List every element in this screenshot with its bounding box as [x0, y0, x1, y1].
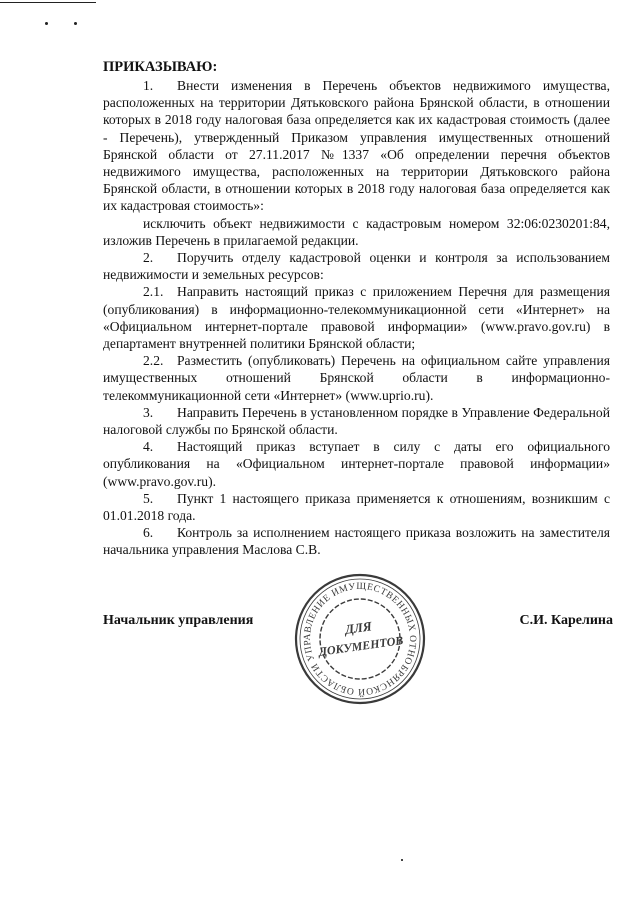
item-text: Пункт 1 настоящего приказа применяется к отношениям, возникшим с 01.01.2018 года.	[103, 490, 610, 524]
order-item-1	[103, 77, 610, 215]
order-item-5	[103, 490, 610, 524]
item-number: 6.	[143, 525, 154, 541]
item-number: 2.1.	[143, 284, 164, 300]
item-number: 5.	[143, 490, 154, 506]
seal-center-line1: ДЛЯ	[344, 618, 373, 637]
order-item-1-exclusion	[103, 215, 610, 249]
item-number: 4.	[143, 439, 154, 455]
item-text: Настоящий приказ вступает в силу с даты его официального опубликования на «Официальном интернет-портале правовой информации» (www.pravo.gov.ru).	[103, 439, 610, 489]
item-text: исключить объект недвижимости с кадастровым номером 32:06:0230201:84, изложив Перечень в прилагаемой редакции.	[103, 215, 610, 248]
item-text: Внести изменения в Перечень объектов недвижимого имущества, расположенных на территории Дятьковского района Брянской области, в отношении которых в 2018 году налоговая база определяется как их кадастровая стоимость (далее - Перечень), утвержденный Приказом управления имущественных отношений Брянской области от 27.11.2017 №1337 «Об определении перечня объектов недвижимого имущества, расположенных на территории Дятьковского района Брянской области, в отношении которых в 2018 году налоговая база определяется как их кадастровая стоимость»:	[103, 78, 610, 214]
item-number: 1.	[143, 78, 154, 93]
order-heading: ПРИКАЗЫВАЮ:	[103, 59, 218, 75]
order-body	[103, 58, 610, 559]
scan-speck	[401, 859, 403, 861]
order-item-3	[103, 404, 610, 438]
item-text: Поручить отделу кадастровой оценки и контроля за использованием недвижимости и земельных ресурсов:	[103, 250, 610, 283]
item-text: Разместить (опубликовать) Перечень на официальном сайте управления имущественных отношений Брянской области в информационно-телекоммуникационной сети «Интернет» (www.uprio.ru).	[103, 353, 610, 403]
order-item-4	[103, 438, 610, 490]
order-item-2	[103, 249, 610, 283]
official-seal	[293, 572, 427, 706]
item-number: 3.	[143, 404, 154, 420]
signer-name: С.И. Карелина	[519, 613, 613, 628]
item-number: 2.	[143, 250, 154, 266]
signer-title: Начальник управления	[103, 613, 254, 628]
margin-dot	[74, 22, 77, 25]
top-rule	[0, 2, 96, 3]
item-text: Направить Перечень в установленном порядке в Управление Федеральной налоговой службы по Брянской области.	[103, 404, 610, 438]
item-text: Контроль за исполнением настоящего приказа возложить на заместителя начальника управления Маслова С.В.	[103, 525, 610, 558]
item-text: Направить настоящий приказ с приложением Перечня для размещения (опубликования) в информационно-телекоммуникационной сети «Интернет» на «Официальном интернет-портале правовой информации» (www.pravo.gov.ru) в департамент внутренней политики Брянской области;	[103, 284, 610, 352]
seal-outer-text: БРЯНСКОЙ ОБЛАСТИ УПРАВЛЕНИЕ ИМУЩЕСТВЕННЫХ ОТНОШЕНИЙ	[301, 580, 419, 698]
seal-center-line2: ДОКУМЕНТОВ	[317, 633, 405, 659]
margin-dot	[45, 22, 48, 25]
seal-stamp-icon	[293, 572, 427, 706]
order-item-2-2	[103, 352, 610, 404]
order-item-2-1	[103, 283, 610, 352]
order-item-6	[103, 524, 610, 558]
item-number: 2.2.	[143, 353, 164, 369]
